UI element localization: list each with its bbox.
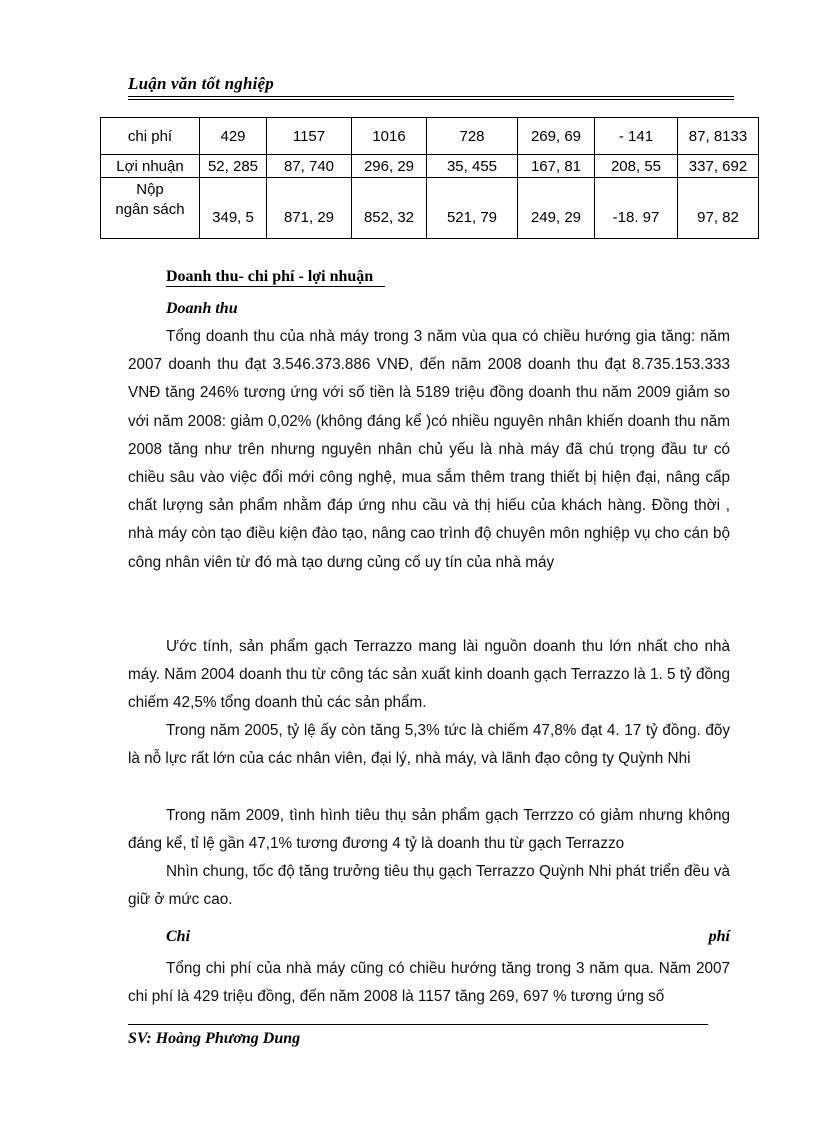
table-cell: 871, 29 [267,178,352,239]
paragraph-terrazzo-estimate: Ước tính, sản phẩm gạch Terrazzo mang lài nguồn doanh thu lớn nhất cho nhà máy. Năm 2004 doanh thu từ công tác sản xuất kinh doanh gạch Terrazzo là 1. 5 tỷ đồng chiếm 42,5% tổng doanh thủ các sản phẩm. [128,638,730,712]
subsection-heading-cost [166,928,730,946]
paragraph-revenue-overview: Tổng doanh thu của nhà máy trong 3 năm vùa qua có chiều hướng gia tăng: năm 2007 doanh thu đạt 3.546.373.886 VNĐ, đến năm 2008 doanh thu đạt 8.735.153.333 VNĐ tăng 246% tương ứng với số tiền là 5189 triệu đồng doanh thu năm 2009 giảm so với năm 2008: giảm 0,02% (không đáng kể )có nhiều nguyên nhân khiến doanh thu năm 2008 tăng như trên nhưng nguyên nhân chủ yếu là nhà máy đã chú trọng đầu tư có chiều sâu vào việc đổi mới công nghệ, mua sắm thêm trang thiết bị hiện đại, nâng cấp chất lượng sản phẩm nhằm đáp ứng nhu cầu và thị hiếu của khách hàng. Đồng thời , nhà máy còn tạo điều kiện đào tạo, nâng cao trình độ chuyên môn nghiệp vụ cho cán bộ công nhân viên từ đó mà tạo dưng củng cố uy tín của nhà máy [128,328,730,571]
table-cell: 35, 455 [427,155,518,178]
table-cell: 337, 692 [678,155,759,178]
header-rule-double [128,99,734,100]
footer-author: SV: Hoàng Phương Dung [128,1030,301,1047]
paragraph-summary: Nhìn chung, tốc độ tăng trưởng tiêu thụ gạch Terrazzo Quỳnh Nhi phát triển đều và giữ ở mức cao. [128,863,730,909]
table-row [101,178,759,239]
table-cell: 52, 285 [200,155,267,178]
table-cell: 97, 82 [678,178,759,239]
table-cell: 1016 [352,118,427,155]
table-cell: 296, 29 [352,155,427,178]
paragraph-2005: Trong năm 2005, tỷ lệ ấy còn tăng 5,3% tức là chiếm 47,8% đạt 4. 17 tỷ đồng. đõy là nỗ lực rất lớn của các nhân viên, đại lý, nhà máy, và lãnh đạo công ty Quỳnh Nhi [128,722,730,768]
table-cell: 728 [427,118,518,155]
section-heading: Doanh thu- chi phí - lợi nhuận [166,268,385,287]
table-cell: - 141 [595,118,678,155]
paragraph-cost: Tổng chi phí của nhà máy cũng có chiều hướng tăng trong 3 năm qua. Năm 2007 chi phí là 429 triệu đồng, đến năm 2008 là 1157 tăng 269, 697 % tương ứng số [128,960,730,1006]
table-cell: 852, 32 [352,178,427,239]
table-cell: 521, 79 [427,178,518,239]
table-cell: 208, 55 [595,155,678,178]
subsection-heading-revenue: Doanh thu [166,300,238,317]
row-label: Lợi nhuận [101,155,200,178]
page-header-title: Luận văn tốt nghiệp [128,74,274,93]
table-cell: 87, 740 [267,155,352,178]
row-label: chi phí [101,118,200,155]
table-row [101,118,759,155]
row-label-line2: ngân sách [115,201,185,218]
table-cell: 167, 81 [518,155,595,178]
table-cell: -18. 97 [595,178,678,239]
table-cell: 249, 29 [518,178,595,239]
table-cell: 429 [200,118,267,155]
cost-heading-right: phí [708,928,730,945]
financial-table [100,117,759,239]
table-cell: 1157 [267,118,352,155]
cost-heading-left: Chi [166,928,191,945]
table-cell: 349, 5 [200,178,267,239]
row-label-line1: Nộp [136,181,164,198]
table-row [101,155,759,178]
table-cell: 269, 69 [518,118,595,155]
footer-rule [128,1024,708,1025]
paragraph-2009: Trong năm 2009, tình hình tiêu thụ sản phẩm gạch Terrzzo có giảm nhưng không đáng kể, tỉ lệ gần 47,1% tương đương 4 tỷ là doanh thu từ gạch Terrazzo [128,807,730,853]
row-label [101,178,200,239]
table-cell: 87, 8133 [678,118,759,155]
header-rule [128,96,734,97]
